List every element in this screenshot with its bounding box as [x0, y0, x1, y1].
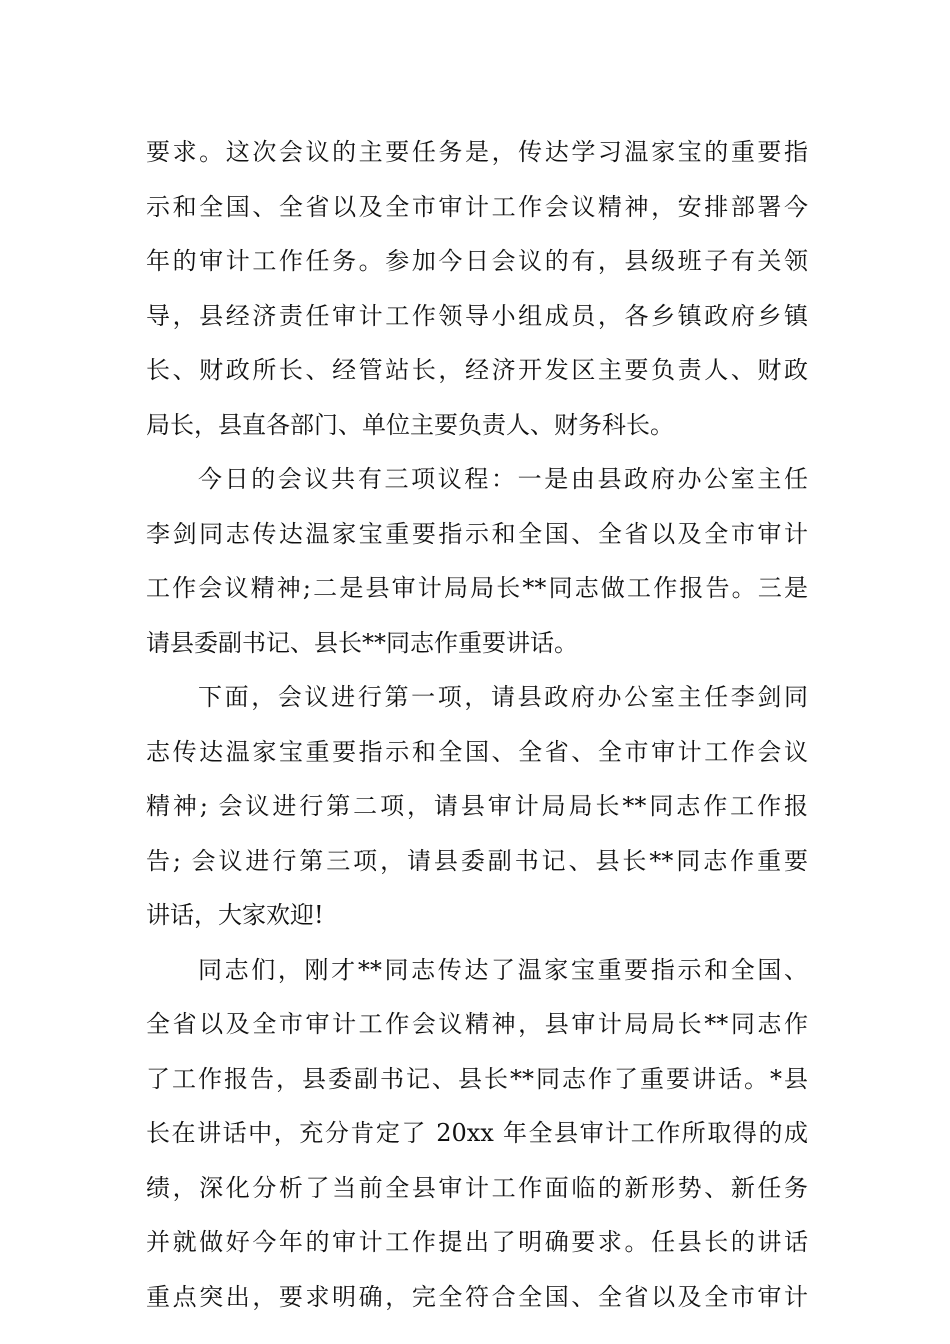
text-line: 导，县经济责任审计工作领导小组成员，各乡镇政府乡镇 [146, 301, 808, 330]
text-line: 今日的会议共有三项议程：一是由县政府办公室主任 [198, 465, 808, 493]
text-line: 讲话，大家欢迎! [146, 901, 324, 929]
text-line: 局长，县直各部门、单位主要负责人、财务科长。 [146, 410, 674, 439]
text-line: 年的审计工作任务。参加今日会议的有，县级班子有关领 [146, 247, 808, 275]
text-line: 绩，深化分析了当前全县审计工作面临的新形势、新任务 [146, 1173, 808, 1202]
text-line: 重点突出，要求明确，完全符合全国、全省以及全市审计 [146, 1282, 808, 1311]
text-line: 示和全国、全省以及全市审计工作会议精神，安排部署今 [146, 192, 808, 221]
text-line: 告; 会议进行第三项，请县委副书记、县长**同志作重要 [146, 846, 808, 875]
text-line: 请县委副书记、县长**同志作重要讲话。 [146, 628, 578, 657]
text-line: 精神; 会议进行第二项，请县审计局局长**同志作工作报 [146, 792, 808, 820]
text-line: 长、财政所长、经管站长，经济开发区主要负责人、财政 [146, 356, 808, 384]
text-line: 长在讲话中，充分肯定了 20xx 年全县审计工作所取得的成 [146, 1119, 808, 1147]
text-line: 工作会议精神;二是县审计局局长**同志做工作报告。三是 [146, 574, 808, 602]
text-line: 并就做好今年的审计工作提出了明确要求。任县长的讲话 [146, 1228, 808, 1256]
text-line: 要求。这次会议的主要任务是，传达学习温家宝的重要指 [146, 138, 808, 166]
text-line: 志传达温家宝重要指示和全国、全省、全市审计工作会议 [146, 737, 808, 766]
document-page [146, 125, 808, 1324]
text-line: 同志们，刚才**同志传达了温家宝重要指示和全国、 [198, 955, 808, 984]
text-line: 全省以及全市审计工作会议精神，县审计局局长**同志作 [146, 1010, 808, 1038]
text-line: 李剑同志传达温家宝重要指示和全国、全省以及全市审计 [146, 519, 808, 548]
text-line: 下面，会议进行第一项，请县政府办公室主任李剑同 [198, 683, 808, 711]
text-line: 了工作报告，县委副书记、县长**同志作了重要讲话。*县 [146, 1064, 808, 1093]
